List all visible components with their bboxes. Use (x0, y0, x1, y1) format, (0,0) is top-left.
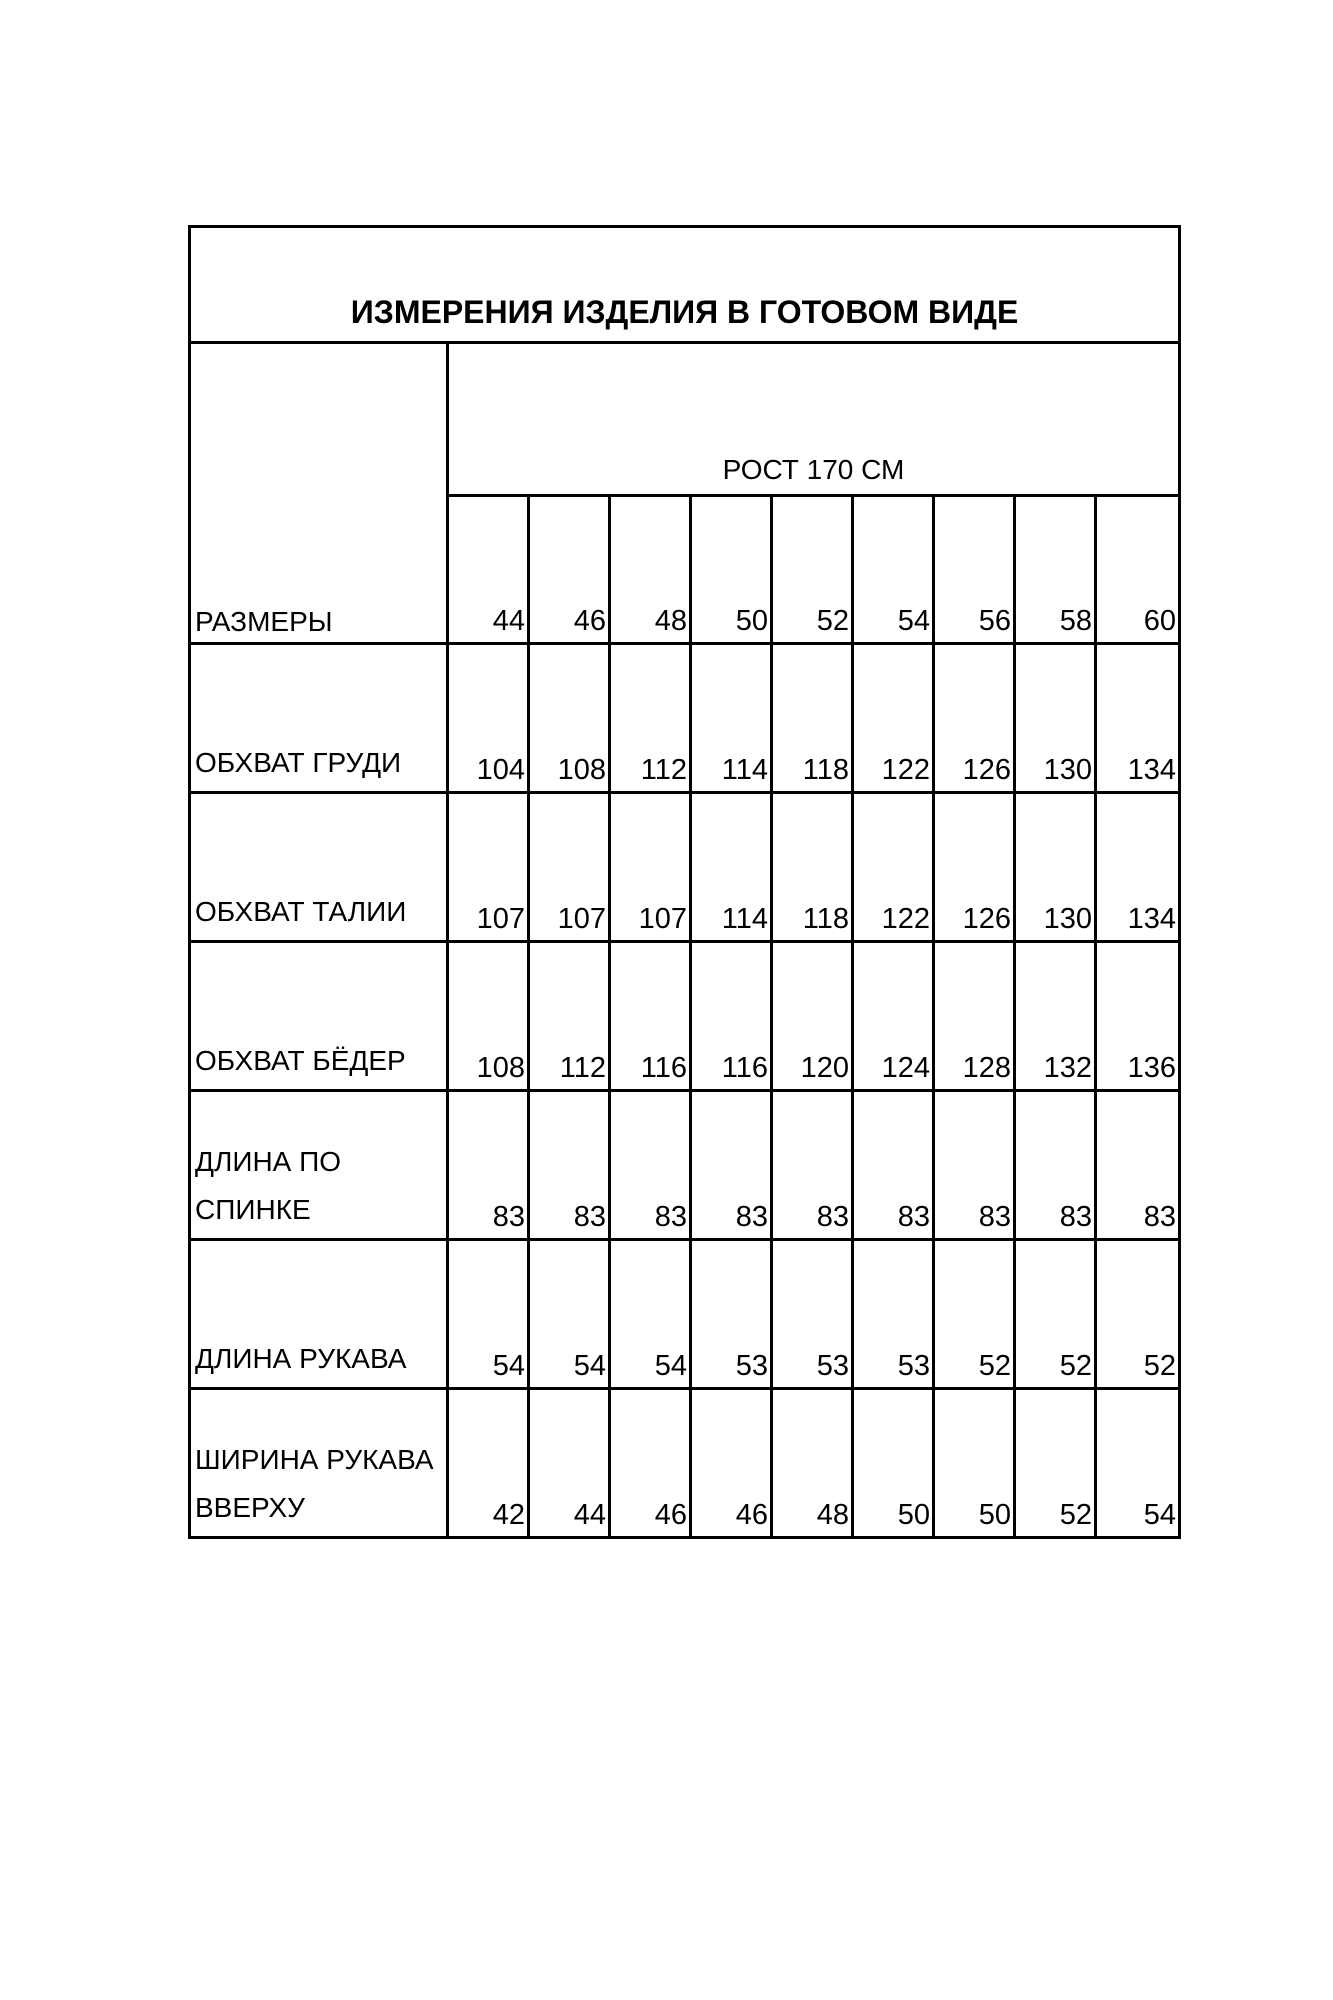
table-row (190, 1389, 1180, 1538)
value-cell: 112 (529, 942, 610, 1091)
value-cell: 122 (853, 644, 934, 793)
value-cell: 116 (691, 942, 772, 1091)
value-cell: 42 (448, 1389, 529, 1538)
value-cell: 54 (529, 1240, 610, 1389)
value-cell: 83 (610, 1091, 691, 1240)
value-cell: 126 (934, 644, 1015, 793)
size-cell: 60 (1096, 496, 1180, 644)
value-cell: 48 (772, 1389, 853, 1538)
value-cell: 83 (691, 1091, 772, 1240)
row-label: ОБХВАТ ГРУДИ (190, 644, 448, 793)
value-cell: 54 (610, 1240, 691, 1389)
value-cell: 54 (1096, 1389, 1180, 1538)
value-cell: 53 (691, 1240, 772, 1389)
value-cell: 50 (853, 1389, 934, 1538)
size-cell: 50 (691, 496, 772, 644)
row-label: ДЛИНА РУКАВА (190, 1240, 448, 1389)
value-cell: 52 (1096, 1240, 1180, 1389)
height-row (190, 343, 1180, 496)
value-cell: 134 (1096, 644, 1180, 793)
sizes-label: РАЗМЕРЫ (190, 343, 448, 644)
value-cell: 44 (529, 1389, 610, 1538)
value-cell: 107 (610, 793, 691, 942)
value-cell: 83 (772, 1091, 853, 1240)
table-row (190, 644, 1180, 793)
size-cell: 48 (610, 496, 691, 644)
size-cell: 54 (853, 496, 934, 644)
value-cell: 83 (853, 1091, 934, 1240)
value-cell: 118 (772, 644, 853, 793)
value-cell: 126 (934, 793, 1015, 942)
value-cell: 122 (853, 793, 934, 942)
value-cell: 83 (934, 1091, 1015, 1240)
value-cell: 108 (529, 644, 610, 793)
value-cell: 108 (448, 942, 529, 1091)
row-label: ОБХВАТ БЁДЕР (190, 942, 448, 1091)
value-cell: 46 (610, 1389, 691, 1538)
row-label: ОБХВАТ ТАЛИИ (190, 793, 448, 942)
value-cell: 83 (529, 1091, 610, 1240)
value-cell: 53 (772, 1240, 853, 1389)
value-cell: 50 (934, 1389, 1015, 1538)
value-cell: 112 (610, 644, 691, 793)
table-row (190, 1091, 1180, 1240)
value-cell: 83 (448, 1091, 529, 1240)
value-cell: 83 (1015, 1091, 1096, 1240)
row-label: ДЛИНА ПО СПИНКЕ (190, 1091, 448, 1240)
table-row (190, 942, 1180, 1091)
value-cell: 46 (691, 1389, 772, 1538)
title-row (190, 227, 1180, 343)
value-cell: 114 (691, 793, 772, 942)
size-cell: 44 (448, 496, 529, 644)
value-cell: 83 (1096, 1091, 1180, 1240)
size-chart-body (190, 227, 1180, 1538)
size-cell: 56 (934, 496, 1015, 644)
table-row (190, 793, 1180, 942)
size-cell: 52 (772, 496, 853, 644)
table-row (190, 1240, 1180, 1389)
value-cell: 116 (610, 942, 691, 1091)
value-cell: 136 (1096, 942, 1180, 1091)
size-chart-table (188, 225, 1181, 1539)
height-label: РОСТ 170 СМ (448, 343, 1180, 496)
value-cell: 54 (448, 1240, 529, 1389)
size-cell: 58 (1015, 496, 1096, 644)
value-cell: 124 (853, 942, 934, 1091)
value-cell: 128 (934, 942, 1015, 1091)
table-title: ИЗМЕРЕНИЯ ИЗДЕЛИЯ В ГОТОВОМ ВИДЕ (190, 227, 1180, 343)
value-cell: 132 (1015, 942, 1096, 1091)
value-cell: 104 (448, 644, 529, 793)
value-cell: 130 (1015, 644, 1096, 793)
value-cell: 114 (691, 644, 772, 793)
value-cell: 53 (853, 1240, 934, 1389)
value-cell: 52 (1015, 1240, 1096, 1389)
value-cell: 52 (934, 1240, 1015, 1389)
size-cell: 46 (529, 496, 610, 644)
value-cell: 107 (529, 793, 610, 942)
value-cell: 130 (1015, 793, 1096, 942)
value-cell: 118 (772, 793, 853, 942)
row-label: ШИРИНА РУКАВА ВВЕРХУ (190, 1389, 448, 1538)
value-cell: 52 (1015, 1389, 1096, 1538)
value-cell: 107 (448, 793, 529, 942)
value-cell: 134 (1096, 793, 1180, 942)
value-cell: 120 (772, 942, 853, 1091)
